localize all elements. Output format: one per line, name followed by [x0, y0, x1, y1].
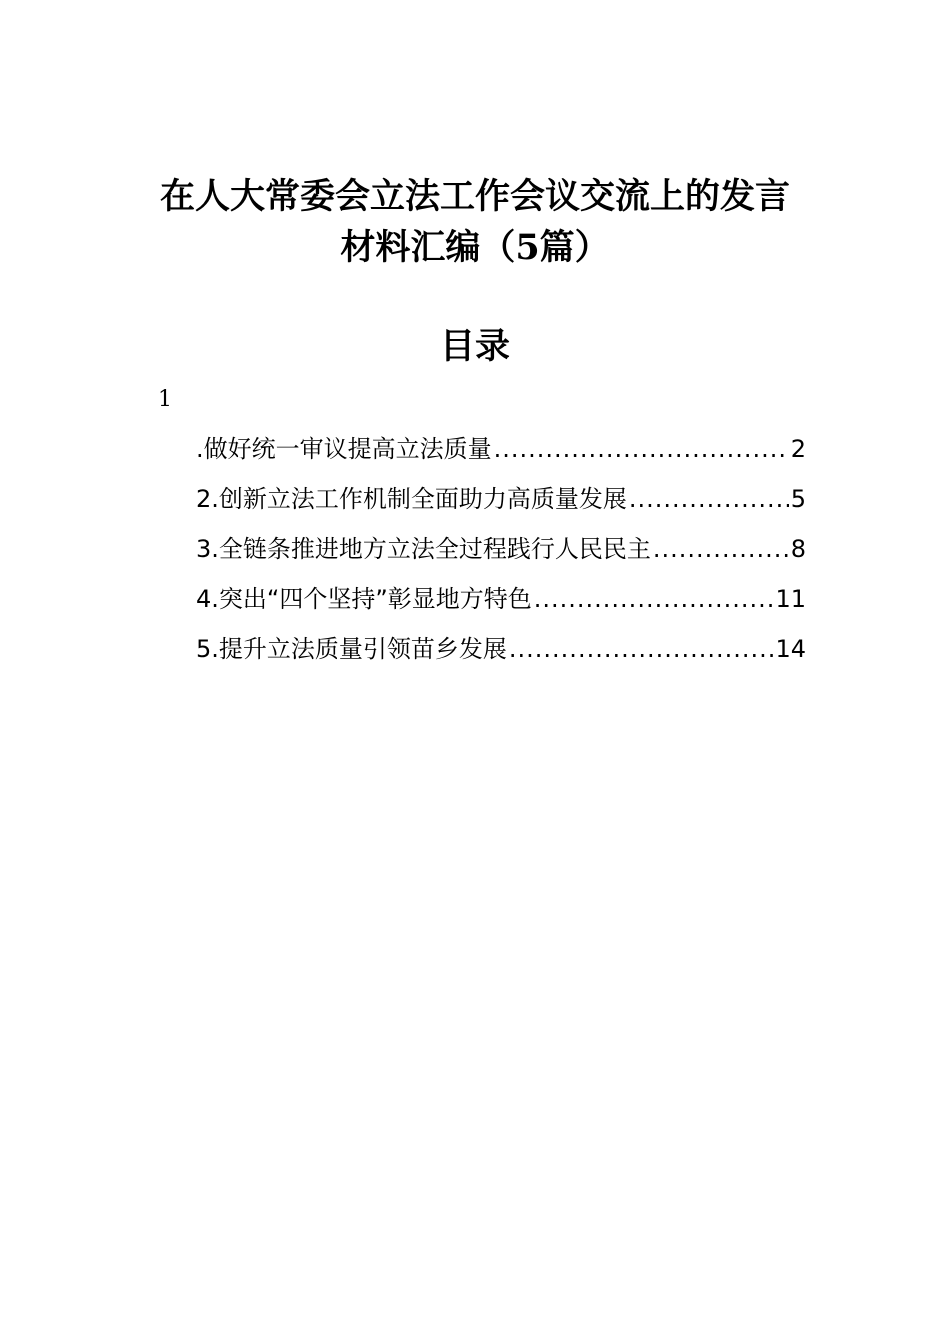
toc-entry[interactable]: [196, 582, 806, 632]
toc-page-number: 2: [790, 435, 806, 463]
toc-entry[interactable]: [196, 482, 806, 532]
toc-page-number: 8: [790, 535, 806, 563]
toc-page-number: 11: [775, 585, 806, 613]
document-title-line-1: 在人大常委会立法工作会议交流上的发言: [159, 176, 790, 217]
toc-entry-title: 4.突出“四个坚持”彰显地方特色: [196, 585, 532, 613]
document-title-line-2: 材料汇编（5篇）: [340, 227, 610, 268]
toc-dot-leader: [509, 632, 774, 666]
toc-heading: 目录: [439, 326, 510, 367]
toc-dot-leader: [653, 532, 789, 566]
list-number-marker: 1: [158, 387, 172, 412]
toc-entry-title: 2.创新立法工作机制全面助力高质量发展: [196, 485, 627, 513]
toc-dot-leader: [534, 582, 774, 616]
toc-page-number: 14: [775, 635, 806, 663]
toc-entry-title: 5.提升立法质量引领苗乡发展: [196, 635, 507, 663]
toc-entry[interactable]: [196, 532, 806, 582]
toc-entry[interactable]: [196, 632, 806, 682]
toc-entry-title: 3.全链条推进地方立法全过程践行人民民主: [196, 535, 651, 563]
toc-dot-leader: [629, 482, 789, 516]
table-of-contents: [196, 432, 806, 682]
toc-dot-leader: [494, 432, 789, 466]
toc-entry[interactable]: [196, 432, 806, 482]
toc-page-number: 5: [790, 485, 806, 513]
toc-entry-title: .做好统一审议提高立法质量: [196, 435, 492, 463]
